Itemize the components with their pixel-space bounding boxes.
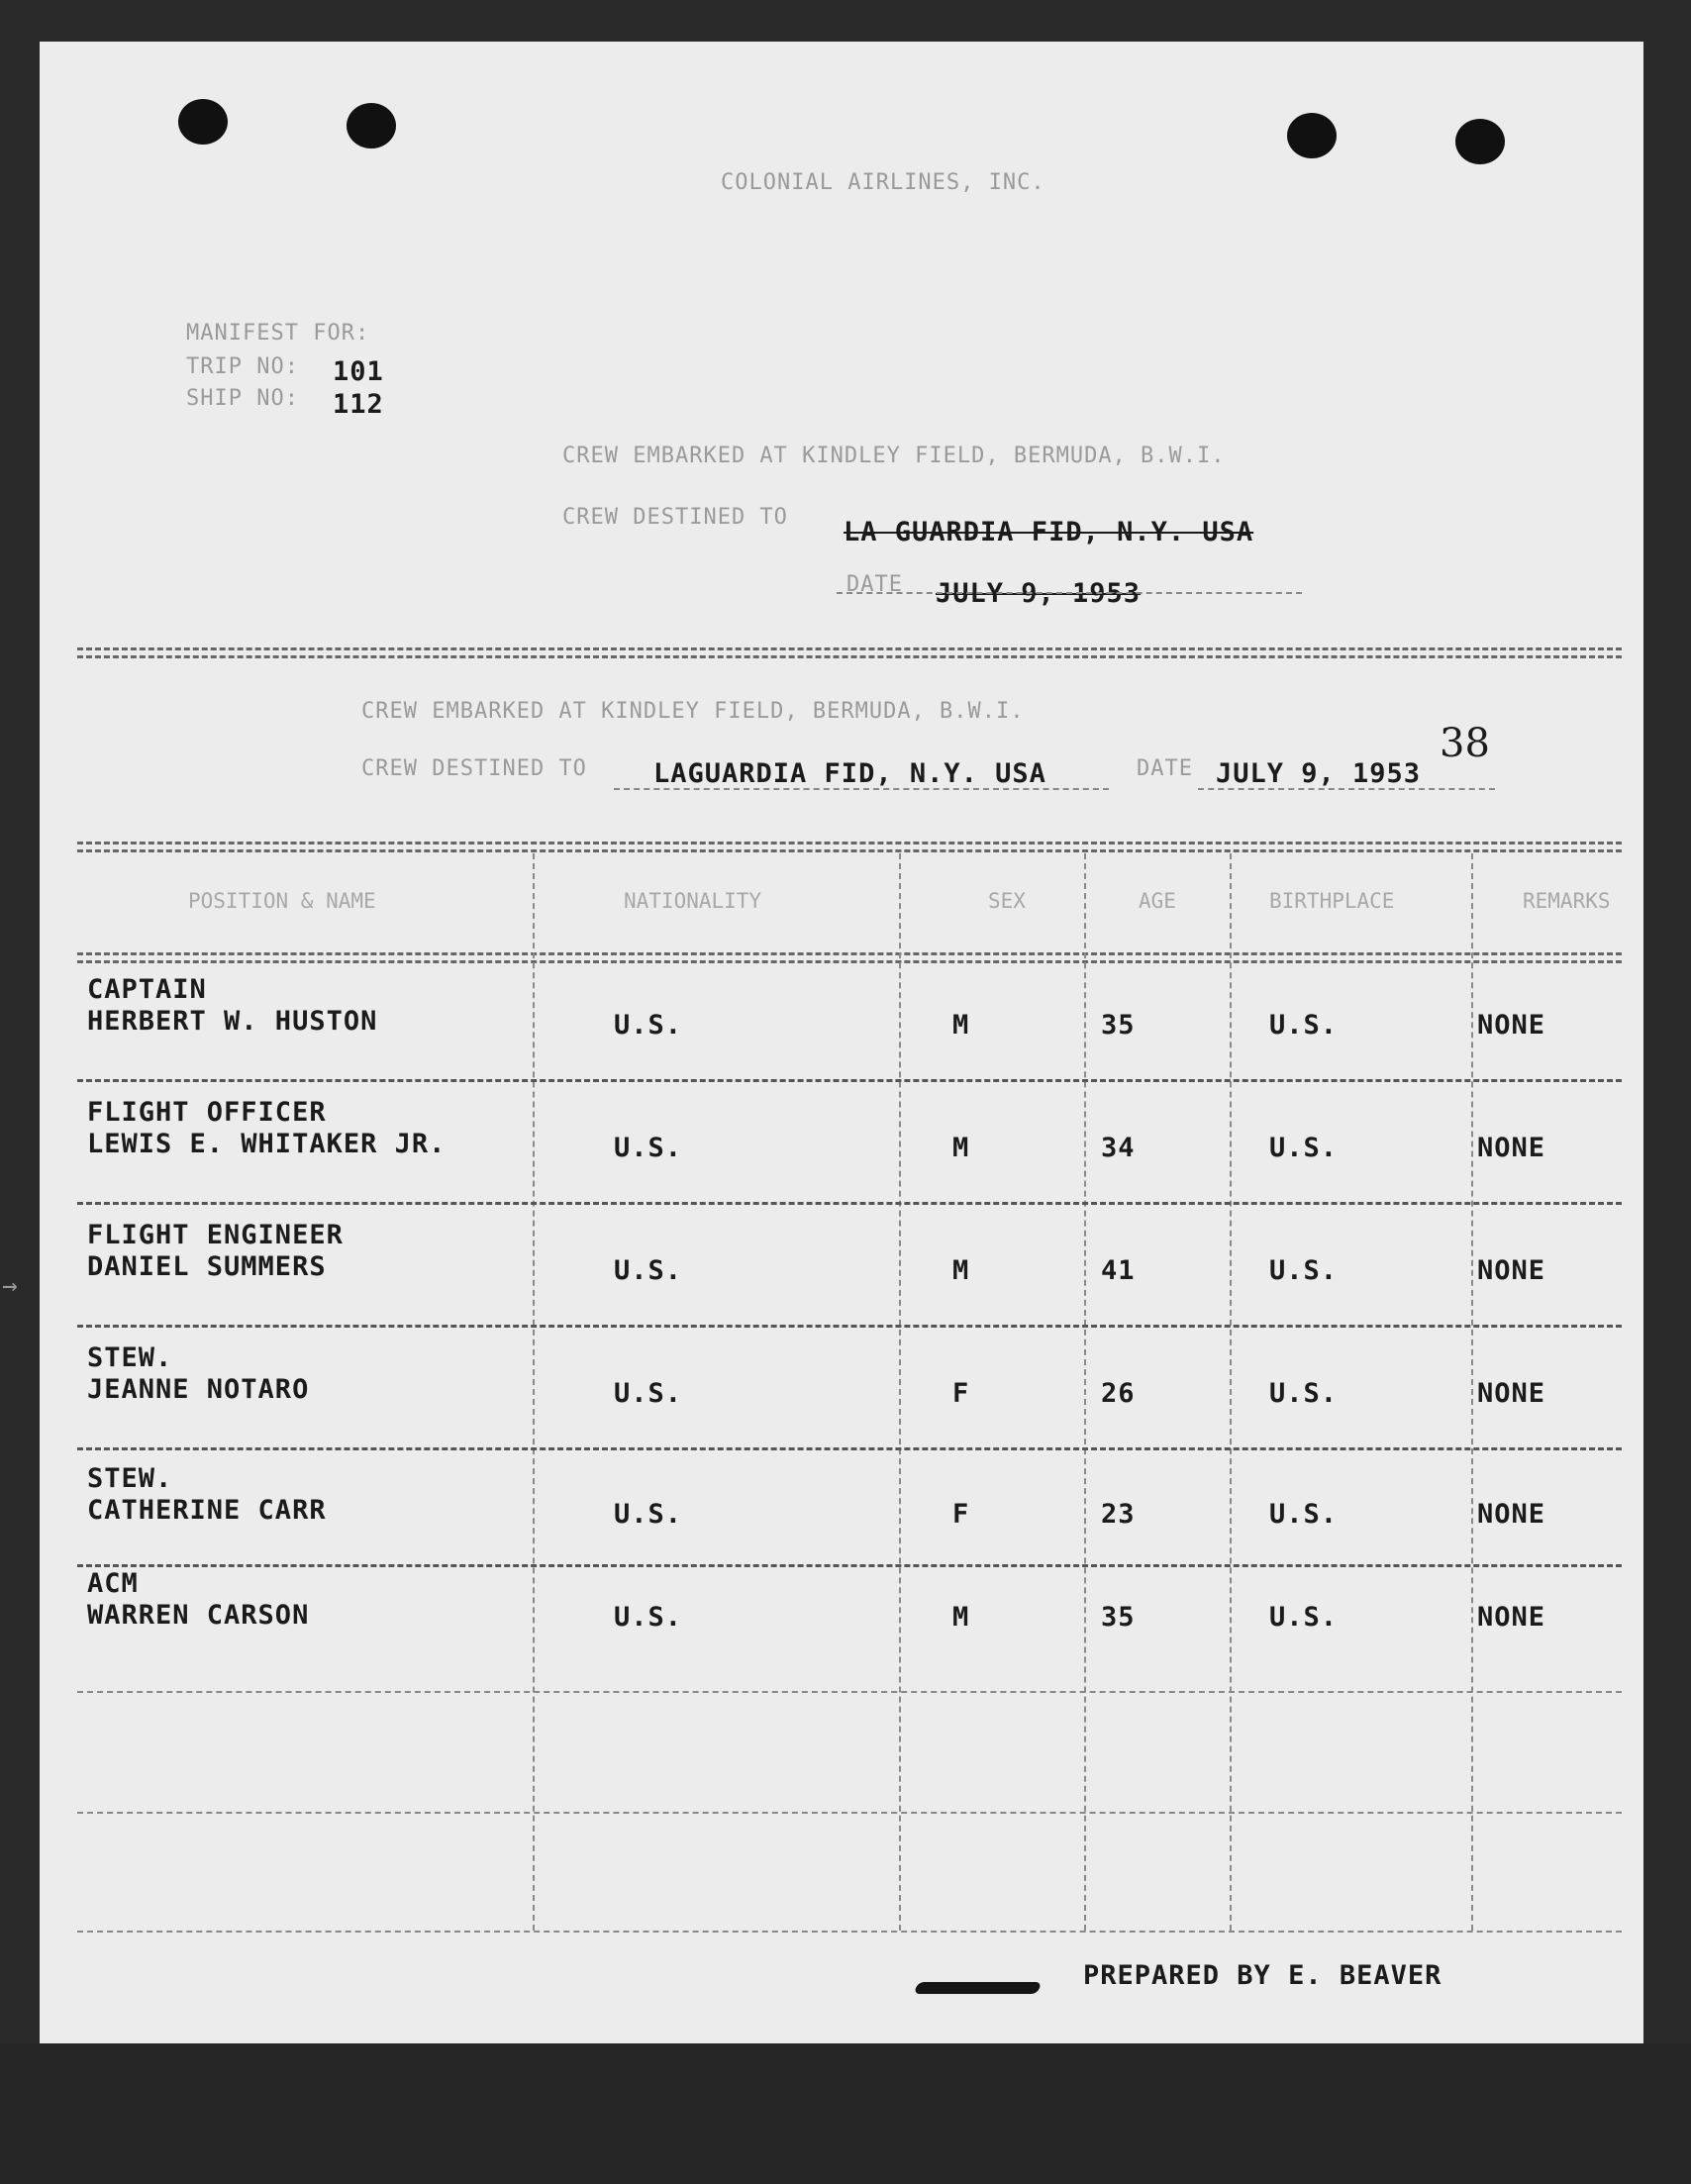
upper-destination: LA GUARDIA FID, N.Y. USA xyxy=(844,517,1254,547)
header-divider xyxy=(77,952,1622,955)
row-sex: M xyxy=(952,1602,970,1633)
margin-arrow-icon: → xyxy=(2,1271,18,1301)
row-age: 23 xyxy=(1101,1499,1136,1530)
row-name: WARREN CARSON xyxy=(87,1600,310,1631)
lower-date-label: DATE xyxy=(1137,756,1193,781)
row-birthplace: U.S. xyxy=(1269,1602,1339,1633)
row-age: 41 xyxy=(1101,1255,1136,1286)
column-divider xyxy=(1084,853,1086,1931)
row-nationality: U.S. xyxy=(614,1378,683,1409)
row-divider xyxy=(77,1447,1622,1450)
row-age: 34 xyxy=(1101,1133,1136,1163)
column-header-position: POSITION & NAME xyxy=(188,889,376,913)
date-underline xyxy=(837,592,1302,594)
column-divider xyxy=(1230,853,1232,1931)
lower-date: JULY 9, 1953 xyxy=(1216,758,1422,789)
page-number: 38 xyxy=(1440,721,1490,766)
row-sex: F xyxy=(952,1378,970,1409)
separator-line xyxy=(77,655,1622,658)
column-header-age: AGE xyxy=(1139,889,1176,913)
row-divider xyxy=(77,1691,1622,1693)
row-remarks: NONE xyxy=(1477,1133,1546,1163)
row-divider xyxy=(77,1812,1622,1814)
header-divider xyxy=(77,960,1622,963)
column-header-sex: SEX xyxy=(988,889,1026,913)
row-birthplace: U.S. xyxy=(1269,1499,1339,1530)
table-bottom-line xyxy=(77,1931,1622,1933)
ship-number: 112 xyxy=(333,389,384,420)
signature-mark xyxy=(914,1982,1042,1994)
row-position: ACM xyxy=(87,1568,139,1599)
row-sex: M xyxy=(952,1133,970,1163)
row-position: FLIGHT OFFICER xyxy=(87,1097,327,1128)
upper-embarked-line: CREW EMBARKED AT KINDLEY FIELD, BERMUDA, B.W.I. xyxy=(562,444,1226,468)
row-remarks: NONE xyxy=(1477,1602,1546,1633)
column-divider xyxy=(533,853,535,1931)
row-position: CAPTAIN xyxy=(87,974,207,1005)
scan-border xyxy=(0,2043,1691,2184)
upper-date-label: DATE xyxy=(846,572,903,597)
row-nationality: U.S. xyxy=(614,1010,683,1041)
prepared-by: PREPARED BY E. BEAVER xyxy=(1083,1960,1442,1991)
row-birthplace: U.S. xyxy=(1269,1133,1339,1163)
lower-embarked-line: CREW EMBARKED AT KINDLEY FIELD, BERMUDA, B.W.I. xyxy=(361,699,1025,724)
row-sex: F xyxy=(952,1499,970,1530)
row-divider xyxy=(77,1325,1622,1328)
row-nationality: U.S. xyxy=(614,1499,683,1530)
row-nationality: U.S. xyxy=(614,1133,683,1163)
column-header-remarks: REMARKS xyxy=(1523,889,1611,913)
row-birthplace: U.S. xyxy=(1269,1255,1339,1286)
ship-label: SHIP NO: xyxy=(186,386,299,411)
column-header-nationality: NATIONALITY xyxy=(624,889,762,913)
date-underline xyxy=(1198,788,1495,790)
upper-destined-label: CREW DESTINED TO xyxy=(562,505,788,530)
punch-hole xyxy=(347,103,396,149)
row-nationality: U.S. xyxy=(614,1255,683,1286)
column-divider xyxy=(899,853,901,1931)
row-remarks: NONE xyxy=(1477,1255,1546,1286)
row-name: JEANNE NOTARO xyxy=(87,1374,310,1405)
destination-underline xyxy=(614,788,1109,790)
row-sex: M xyxy=(952,1255,970,1286)
punch-hole xyxy=(1287,113,1337,158)
row-remarks: NONE xyxy=(1477,1499,1546,1530)
row-divider xyxy=(77,1202,1622,1205)
row-age: 35 xyxy=(1101,1010,1136,1041)
row-name: DANIEL SUMMERS xyxy=(87,1251,327,1282)
row-birthplace: U.S. xyxy=(1269,1378,1339,1409)
punch-hole xyxy=(178,99,228,145)
column-divider xyxy=(1471,853,1473,1931)
table-top-line xyxy=(77,842,1622,844)
punch-hole xyxy=(1455,119,1505,164)
row-divider xyxy=(77,1079,1622,1082)
row-remarks: NONE xyxy=(1477,1010,1546,1041)
lower-destination: LAGUARDIA FID, N.Y. USA xyxy=(653,758,1046,789)
separator-line xyxy=(77,647,1622,650)
row-age: 26 xyxy=(1101,1378,1136,1409)
upper-date: JULY 9, 1953 xyxy=(936,578,1142,609)
row-divider xyxy=(77,1564,1622,1567)
row-position: FLIGHT ENGINEER xyxy=(87,1220,344,1250)
row-name: CATHERINE CARR xyxy=(87,1495,327,1526)
row-birthplace: U.S. xyxy=(1269,1010,1339,1041)
row-name: HERBERT W. HUSTON xyxy=(87,1006,378,1037)
trip-label: TRIP NO: xyxy=(186,354,299,379)
company-name: COLONIAL AIRLINES, INC. xyxy=(721,170,1045,195)
lower-destined-label: CREW DESTINED TO xyxy=(361,756,587,781)
row-age: 35 xyxy=(1101,1602,1136,1633)
row-name: LEWIS E. WHITAKER JR. xyxy=(87,1129,447,1159)
column-header-birthplace: BIRTHPLACE xyxy=(1269,889,1395,913)
table-top-line xyxy=(77,849,1622,852)
row-nationality: U.S. xyxy=(614,1602,683,1633)
row-position: STEW. xyxy=(87,1342,173,1373)
row-sex: M xyxy=(952,1010,970,1041)
manifest-label: MANIFEST FOR: xyxy=(186,321,370,346)
row-position: STEW. xyxy=(87,1463,173,1494)
row-remarks: NONE xyxy=(1477,1378,1546,1409)
trip-number: 101 xyxy=(333,356,384,387)
